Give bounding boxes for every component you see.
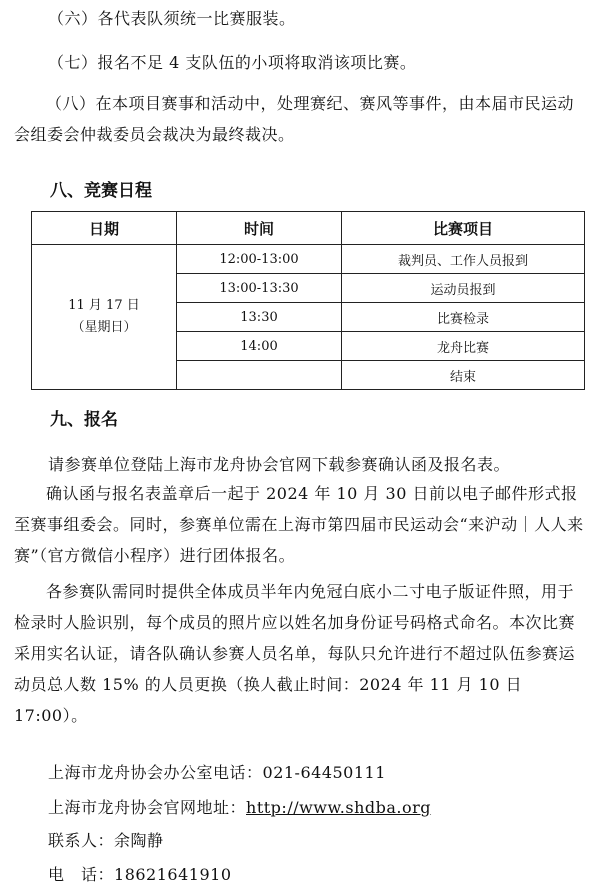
- registration-para-3: 各参赛队需同时提供全体成员半年内免冠白底小二寸电子版证件照，用于检录时人脸识别，每个成员的照片应以姓名加身份证号码格式命名。本次比赛采用实名认证，请各队确认参赛人员名单，每队只允许进行不超过队伍参赛运动员总人数 15% 的人员更换（换人截止时间：2024 年 11 月 10 日 17:00）。: [14, 582, 576, 725]
- time-cell: [177, 361, 342, 390]
- contact-phone-label: 电 话：: [48, 865, 115, 884]
- table-row: [32, 245, 585, 274]
- office-phone-label: 上海市龙舟协会办公室电话：: [48, 763, 263, 782]
- header-event: 比赛项目: [342, 212, 585, 245]
- registration-para-2: 确认函与报名表盖章后一起于 2024 年 10 月 30 日前以电子邮件形式报至赛事组委会。同时，参赛单位需在上海市第四届市民运动会“来沪动｜人人来赛”（官方微信小程序）进行团体报名。: [14, 484, 584, 565]
- date-cell: [32, 245, 177, 390]
- registration-para-1: 请参赛单位登陆上海市龙舟协会官网下载参赛确认函及报名表。: [48, 455, 511, 474]
- time-cell: 13:00-13:30: [177, 274, 342, 303]
- time-cell: 14:00: [177, 332, 342, 361]
- website-line: [48, 795, 431, 818]
- office-phone-line: [48, 760, 386, 783]
- contact-person-label: 联系人：: [48, 831, 115, 850]
- event-cell: 结束: [342, 361, 585, 390]
- weekday-text: （星期日）: [71, 320, 137, 335]
- schedule-heading: 八、竞赛日程: [50, 181, 152, 201]
- date-text: 11 月 17 日: [68, 298, 140, 313]
- contact-phone-line: [48, 862, 232, 885]
- schedule-header-row: [32, 212, 585, 245]
- contact-phone-value: 18621641910: [114, 865, 232, 884]
- rule-item-7: （七）报名不足 4 支队伍的小项将取消该项比赛。: [48, 53, 417, 72]
- website-link[interactable]: http://www.shdba.org: [246, 798, 432, 817]
- time-cell: 12:00-13:00: [177, 245, 342, 274]
- schedule-table: [31, 211, 585, 390]
- event-cell: 运动员报到: [342, 274, 585, 303]
- event-cell: 裁判员、工作人员报到: [342, 245, 585, 274]
- contact-person-name: 余陶静: [114, 831, 164, 850]
- website-label: 上海市龙舟协会官网地址：: [48, 798, 247, 817]
- rule-item-6: （六）各代表队须统一比赛服装。: [48, 9, 296, 28]
- time-cell: 13:30: [177, 303, 342, 332]
- contact-person-line: [48, 828, 164, 851]
- header-time: 时间: [177, 212, 342, 245]
- office-phone-value: 021-64450111: [262, 763, 386, 782]
- event-cell: 比赛检录: [342, 303, 585, 332]
- registration-heading: 九、报名: [50, 410, 118, 430]
- header-date: 日期: [32, 212, 177, 245]
- event-cell: 龙舟比赛: [342, 332, 585, 361]
- rule-item-8: （八）在本项目赛事和活动中，处理赛纪、赛风等事件，由本届市民运动会组委会仲裁委员会裁决为最终裁决。: [14, 94, 575, 144]
